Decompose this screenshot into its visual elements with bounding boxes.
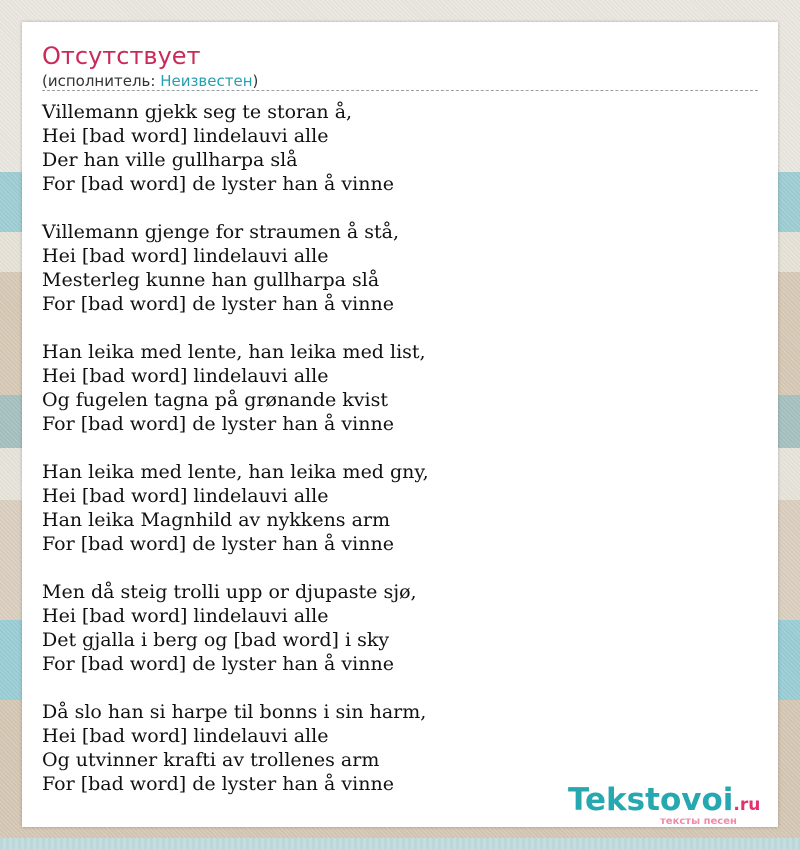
lyrics-line: Mesterleg kunne han gullharpa slå <box>42 269 380 291</box>
lyrics-line: For [bad word] de lyster han å vinne <box>42 293 394 315</box>
lyrics-stanza <box>42 460 742 556</box>
lyrics-line: Hei [bad word] lindelauvi alle <box>42 245 329 267</box>
lyrics-line: For [bad word] de lyster han å vinne <box>42 413 394 435</box>
logo-tagline: тексты песен <box>660 816 737 827</box>
artist-link[interactable]: Неизвестен <box>160 72 253 90</box>
lyrics-text <box>42 100 742 820</box>
site-logo[interactable] <box>568 782 778 827</box>
logo-main-text: Tekstovoi <box>568 782 734 818</box>
lyrics-line: Hei [bad word] lindelauvi alle <box>42 365 329 387</box>
lyrics-line: Han leika med lente, han leika med gny, <box>42 461 429 483</box>
lyrics-line: For [bad word] de lyster han å vinne <box>42 173 394 195</box>
lyrics-line: Hei [bad word] lindelauvi alle <box>42 125 329 147</box>
lyrics-stanza <box>42 340 742 436</box>
lyrics-line: Villemann gjekk seg te storan å, <box>42 101 353 123</box>
lyrics-stanza <box>42 100 742 196</box>
lyrics-line: Der han ville gullharpa slå <box>42 149 298 171</box>
title-divider <box>42 90 758 91</box>
lyrics-line: Det gjalla i berg og [bad word] i sky <box>42 629 390 651</box>
lyrics-line: Villemann gjenge for straumen å stå, <box>42 221 399 243</box>
lyrics-line: Då slo han si harpe til bonns i sin harm, <box>42 701 427 723</box>
lyrics-card <box>22 22 778 827</box>
lyrics-line: Hei [bad word] lindelauvi alle <box>42 605 329 627</box>
logo-tld: .ru <box>733 795 761 815</box>
lyrics-line: Han leika med lente, han leika med list, <box>42 341 426 363</box>
lyrics-line: Hei [bad word] lindelauvi alle <box>42 725 329 747</box>
lyrics-line: Han leika Magnhild av nykkens arm <box>42 509 391 531</box>
lyrics-line: Hei [bad word] lindelauvi alle <box>42 485 329 507</box>
artist-suffix: ) <box>252 72 259 90</box>
background-strip <box>0 838 800 849</box>
artist-prefix: (исполнитель: <box>42 72 161 90</box>
lyrics-line: Og utvinner krafti av trollenes arm <box>42 749 380 771</box>
artist-line <box>42 72 258 90</box>
lyrics-line: Men då steig trolli upp or djupaste sjø, <box>42 581 417 603</box>
song-title: Отсутствует <box>42 42 201 70</box>
lyrics-line: For [bad word] de lyster han å vinne <box>42 533 394 555</box>
lyrics-stanza <box>42 580 742 676</box>
lyrics-line: For [bad word] de lyster han å vinne <box>42 653 394 675</box>
lyrics-line: For [bad word] de lyster han å vinne <box>42 773 394 795</box>
lyrics-stanza <box>42 220 742 316</box>
lyrics-line: Og fugelen tagna på grønande kvist <box>42 389 388 411</box>
